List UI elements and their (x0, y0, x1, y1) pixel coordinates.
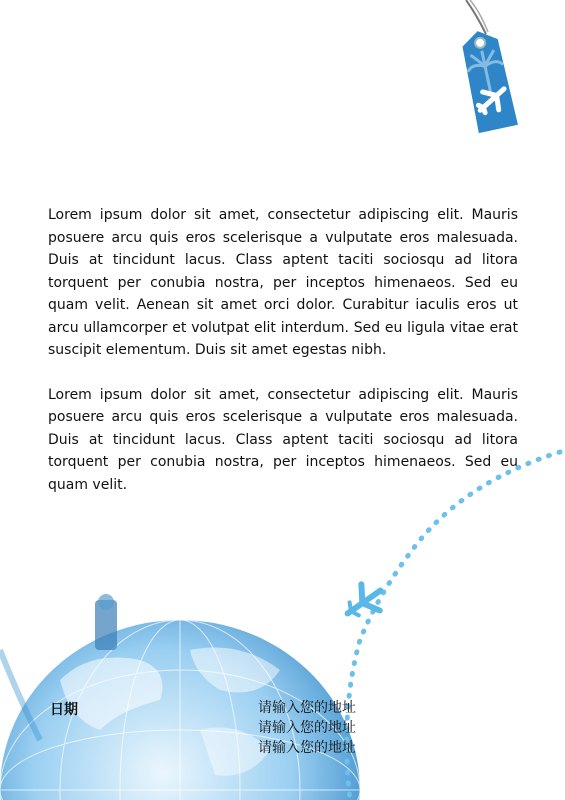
paragraph: Lorem ipsum dolor sit amet, consectetur adipiscing elit. Mauris posuere arcu quis eros scelerisque a vulputate eros malesuada. Duis at tincidunt lacus. Class aptent taciti sociosqu ad litora torquent per conubia nostra, per inceptos himenaeos. Sed eu quam velit. (48, 386, 518, 493)
date-label: 日期 (50, 702, 78, 718)
address-line: 请输入您的地址 (258, 700, 356, 716)
airplane-icon (338, 577, 389, 626)
luggage-tag-icon (448, 0, 528, 140)
address-block (258, 698, 356, 758)
flight-path-icon (320, 440, 565, 800)
paragraph: Lorem ipsum dolor sit amet, consectetur adipiscing elit. Mauris posuere arcu quis eros scelerisque a vulputate eros malesuada. Duis at tincidunt lacus. Class aptent taciti sociosqu ad litora torquent per conubia nostra, per inceptos himenaeos. Sed eu quam velit. Aenean sit amet orci dolor. Curabitur iaculis eros ut arcu ullamcorper et volutpat elit interdum. Sed eu ligula vitae erat suscipit elementum. Duis sit amet egestas nibh. (48, 207, 518, 358)
address-line: 请输入您的地址 (258, 720, 356, 736)
address-line: 请输入您的地址 (258, 740, 356, 756)
